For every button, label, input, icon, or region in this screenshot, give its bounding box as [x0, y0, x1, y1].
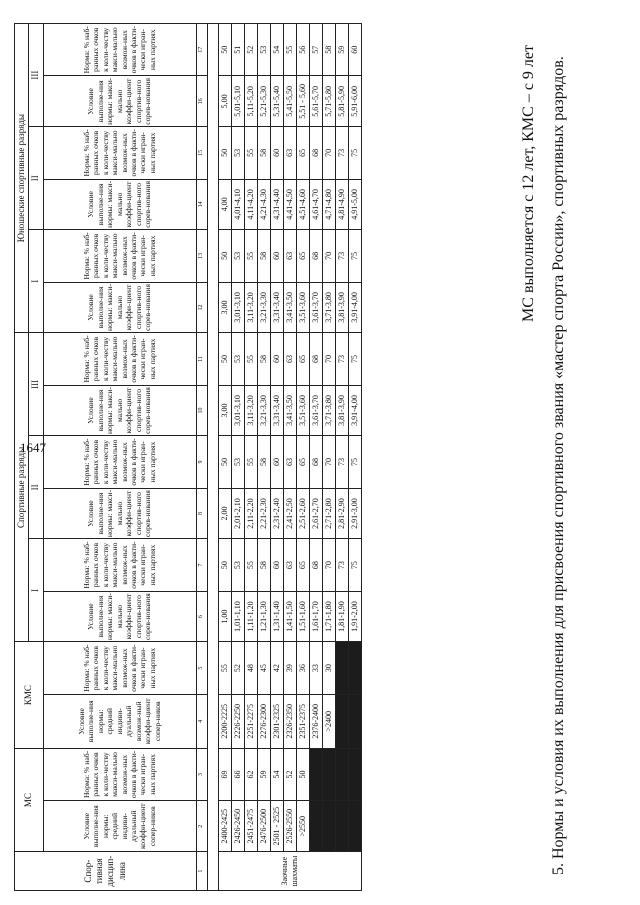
table-cell: 5,01-5,10 — [231, 76, 244, 127]
table-cell: 5,91-6,00 — [348, 76, 361, 127]
condition-header: Условие выполне-ния нормы: макси-мально коэффи-циент спортив-ного сорев-нования — [43, 179, 196, 230]
table-cell: 5,00 — [218, 76, 231, 127]
table-cell: 2276-2300 — [257, 694, 270, 748]
table-cell: 50 — [218, 230, 231, 282]
table-cell: 60 — [270, 539, 283, 591]
table-cell: 58 — [257, 333, 270, 385]
table-cell: 50 — [218, 539, 231, 591]
table-cell: 68 — [309, 230, 322, 282]
table-cell — [335, 694, 348, 748]
table-cell — [309, 801, 322, 852]
table-cell: 58 — [322, 24, 335, 76]
norm-header: Норма: % наб-ранных очков к коли-честву макси-мально возмож-ных очков в факти-чески игран-ных партиях — [43, 230, 196, 282]
table-cell: 3,41-3,50 — [283, 282, 296, 333]
table-cell: 65 — [296, 230, 309, 282]
table-cell: 2,00 — [218, 488, 231, 539]
table-cell: 5,81-5,90 — [335, 76, 348, 127]
table-cell — [348, 642, 361, 694]
table-cell: 68 — [309, 333, 322, 385]
sport-ranks-header: Спортивные разряды — [15, 333, 29, 642]
table-cell: 4,51-4,60 — [296, 179, 309, 230]
table-cell: 50 — [218, 24, 231, 76]
table-cell: 50 — [218, 333, 231, 385]
table-cell: 2,11-2,20 — [244, 488, 257, 539]
table-cell: 33 — [309, 642, 322, 694]
table-cell: 51 — [231, 24, 244, 76]
table-cell: 3,00 — [218, 282, 231, 333]
table-cell: 55 — [244, 436, 257, 488]
table-row — [218, 24, 231, 891]
table-cell — [335, 801, 348, 852]
table-cell: 1,41-1,50 — [283, 591, 296, 642]
table-row — [335, 24, 348, 891]
column-number: 13 — [196, 230, 207, 282]
table-cell — [348, 801, 361, 852]
table-cell: 60 — [348, 24, 361, 76]
table-cell: 58 — [257, 436, 270, 488]
table-cell: 55 — [244, 230, 257, 282]
table-cell: 1,71-1,80 — [322, 591, 335, 642]
column-number: 5 — [196, 642, 207, 694]
table-cell: 2526-2550 — [283, 801, 296, 852]
table-cell: 70 — [322, 436, 335, 488]
table-cell — [322, 801, 335, 852]
section-heading: 5. Нормы и условия их выполнения для присвоения спортивного звания «мастер спорта России», спортивных разрядов. — [550, 56, 567, 875]
table-cell: 4,21-4,30 — [257, 179, 270, 230]
kms-norm-header: Норма: % наб-ранных очков к коли-честву макси-мально возмож-ных очков в факти-чески игран-ных партиях — [43, 642, 196, 694]
column-number: 15 — [196, 127, 207, 179]
table-cell: 2200-2225 — [218, 694, 231, 748]
column-number: 14 — [196, 179, 207, 230]
table-cell: 70 — [322, 127, 335, 179]
table-cell: 1,31-1,40 — [270, 591, 283, 642]
table-row — [283, 24, 296, 891]
table-cell: 52 — [244, 24, 257, 76]
table-cell: 1,21-1,30 — [257, 591, 270, 642]
table-cell: 73 — [335, 127, 348, 179]
table-cell — [335, 642, 348, 694]
rank-numeral: I — [29, 539, 43, 642]
table-cell: 75 — [348, 127, 361, 179]
table-cell: 4,41-4,50 — [283, 179, 296, 230]
table-cell: 55 — [244, 127, 257, 179]
table-cell: 1,91-2,00 — [348, 591, 361, 642]
rank-numeral: I — [29, 230, 43, 333]
spacer-row — [207, 24, 218, 891]
table-cell: 55 — [244, 333, 257, 385]
table-cell: 2226-2250 — [231, 694, 244, 748]
table-cell: >2400 — [322, 694, 335, 748]
table-cell: 2,51-2,60 — [296, 488, 309, 539]
table-cell: 1,01-1,10 — [231, 591, 244, 642]
table-cell: 2326-2350 — [283, 694, 296, 748]
column-number: 7 — [196, 539, 207, 591]
table-row — [270, 24, 283, 891]
table-cell: 62 — [244, 748, 257, 800]
youth-ranks-header: Юношеские спортивные разряды — [15, 24, 29, 333]
table-cell: 2251-2275 — [244, 694, 257, 748]
table-cell — [348, 694, 361, 748]
condition-header: Условие выполне-ния нормы: макси-мально коэффи-циент спортив-ного сорев-нования — [43, 385, 196, 436]
table-row — [257, 24, 270, 891]
column-number: 6 — [196, 591, 207, 642]
column-number: 16 — [196, 76, 207, 127]
rank-numeral: III — [29, 24, 43, 127]
table-cell: 73 — [335, 436, 348, 488]
rank-numeral: III — [29, 333, 43, 436]
table-cell: 4,81-4,90 — [335, 179, 348, 230]
column-number: 9 — [196, 436, 207, 488]
ms-norm-header: Норма: % наб-ранных очков к коли-честву макси-мально возмож-ных очков в факти-чески игран-ных партиях — [43, 748, 196, 800]
table-cell: 36 — [296, 642, 309, 694]
condition-header: Условие выполне-ния нормы: макси-мально коэффи-циент спортив-ного сорев-нования — [43, 76, 196, 127]
table-cell: 5,31-5,40 — [270, 76, 283, 127]
table-cell: 69 — [218, 748, 231, 800]
table-cell: 66 — [231, 748, 244, 800]
table-cell: 3,11-3,20 — [244, 282, 257, 333]
table-cell — [322, 748, 335, 800]
table-cell: 57 — [309, 24, 322, 76]
page-number: 1647 — [20, 440, 46, 455]
condition-header: Условие выполне-ния нормы: макси-мально коэффи-циент спортив-ного сорев-нования — [43, 282, 196, 333]
table-cell: 65 — [296, 333, 309, 385]
table-cell: 53 — [231, 127, 244, 179]
age-note: МС выполняется с 12 лет, КМС – с 9 лет — [520, 45, 537, 322]
table-cell: 3,41-3,50 — [283, 385, 296, 436]
table-cell: 5,21-5,30 — [257, 76, 270, 127]
table-cell: 75 — [348, 333, 361, 385]
table-cell: 53 — [231, 230, 244, 282]
table-cell: 3,11-3,20 — [244, 385, 257, 436]
table-cell: 3,01-3,10 — [231, 282, 244, 333]
table-cell: 5,71-5,80 — [322, 76, 335, 127]
table-cell: 53 — [231, 436, 244, 488]
table-cell: 2,01-2,10 — [231, 488, 244, 539]
table-cell: 4,01-4,10 — [231, 179, 244, 230]
table-cell: 58 — [257, 127, 270, 179]
table-cell: 52 — [283, 748, 296, 800]
norms-table — [14, 23, 362, 891]
table-cell: 4,71-4,80 — [322, 179, 335, 230]
table-cell: 39 — [283, 642, 296, 694]
table-cell: 55 — [218, 642, 231, 694]
table-cell: 68 — [309, 127, 322, 179]
table-cell: 53 — [231, 333, 244, 385]
table-cell: 2351-2375 — [296, 694, 309, 748]
table-cell: 3,81-3,90 — [335, 282, 348, 333]
table-cell: 2,91-3,00 — [348, 488, 361, 539]
table-cell: 1,61-1,70 — [309, 591, 322, 642]
table-cell: 73 — [335, 333, 348, 385]
table-cell: 58 — [257, 230, 270, 282]
table-cell: 60 — [270, 333, 283, 385]
table-cell: 5,41-5,50 — [283, 76, 296, 127]
table-cell: 65 — [296, 436, 309, 488]
table-cell: 60 — [270, 436, 283, 488]
table-cell: 2301-2325 — [270, 694, 283, 748]
table-cell: 3,31-3,40 — [270, 385, 283, 436]
table-cell: 60 — [270, 127, 283, 179]
table-cell: 2,31-2,40 — [270, 488, 283, 539]
table-cell: 5,51 - 5,60 — [296, 76, 309, 127]
table-row — [348, 24, 361, 891]
kms-condition-header: Условие выполне-ния нормы: средний индиви-дуальный возмож-ный коэффи-циент сопер-ников — [43, 694, 196, 748]
table-cell: 3,81-3,90 — [335, 385, 348, 436]
rank-numeral: II — [29, 436, 43, 539]
table-cell: 70 — [322, 333, 335, 385]
table-cell: 73 — [335, 539, 348, 591]
table-cell: 59 — [335, 24, 348, 76]
table-cell: 3,21-3,30 — [257, 282, 270, 333]
table-cell: 5,61-5,70 — [309, 76, 322, 127]
table-cell — [309, 748, 322, 800]
table-cell — [335, 748, 348, 800]
table-cell: 65 — [296, 539, 309, 591]
column-number: 2 — [196, 801, 207, 852]
table-cell: 3,00 — [218, 385, 231, 436]
table-row — [322, 24, 335, 891]
table-cell: 55 — [283, 24, 296, 76]
table-cell: 3,21-3,30 — [257, 385, 270, 436]
column-number: 11 — [196, 333, 207, 385]
norm-header: Норма: % наб-ранных очков к коли-честву макси-мально возмож-ных очков в факти-чески игран-ных партиях — [43, 127, 196, 179]
column-number: 1 — [196, 852, 207, 891]
table-cell: 68 — [309, 436, 322, 488]
table-cell: 4,00 — [218, 179, 231, 230]
table-cell: 1,00 — [218, 591, 231, 642]
table-row — [296, 24, 309, 891]
table-cell: 5,11-5,20 — [244, 76, 257, 127]
table-cell: 3,61-3,70 — [309, 282, 322, 333]
condition-header: Условие выполне-ния нормы: макси-мально коэффи-циент спортив-ного сорев-нования — [43, 591, 196, 642]
table-row — [231, 24, 244, 891]
table-cell: 3,61-3,70 — [309, 385, 322, 436]
table-cell: 50 — [218, 436, 231, 488]
table-cell: 3,71-3,80 — [322, 282, 335, 333]
table-cell: 63 — [283, 539, 296, 591]
table-cell: 45 — [257, 642, 270, 694]
table-cell: 70 — [322, 230, 335, 282]
column-number: 4 — [196, 694, 207, 748]
table-cell: 50 — [218, 127, 231, 179]
table-cell: 60 — [270, 230, 283, 282]
table-cell: 2501 - 2525 — [270, 801, 283, 852]
table-cell: 53 — [231, 539, 244, 591]
table-cell: 1,11-1,20 — [244, 591, 257, 642]
table-cell: 63 — [283, 127, 296, 179]
table-cell: 63 — [283, 230, 296, 282]
norm-header: Норма: % наб-ранных очков к коли-честву макси-мально возмож-ных очков в факти-чески игран-ных партиях — [43, 539, 196, 591]
table-cell: 65 — [296, 127, 309, 179]
rank-numeral: II — [29, 127, 43, 230]
table-cell: 4,61-4,70 — [309, 179, 322, 230]
table-cell: 2451-2475 — [244, 801, 257, 852]
table-cell: 56 — [296, 24, 309, 76]
table-cell: 2426-2450 — [231, 801, 244, 852]
table-cell: 54 — [270, 748, 283, 800]
table-cell: 63 — [283, 333, 296, 385]
table-cell: 75 — [348, 539, 361, 591]
table-cell: 3,71-3,80 — [322, 385, 335, 436]
table-cell: 2376-2400 — [309, 694, 322, 748]
table-cell: 59 — [257, 748, 270, 800]
norm-header: Норма: % наб-ранных очков к коли-честву макси-мально возмож-ных очков в факти-чески игран-ных партиях — [43, 333, 196, 385]
table-cell: 75 — [348, 436, 361, 488]
table-cell: 2,71-2,80 — [322, 488, 335, 539]
table-cell: 2,61-2,70 — [309, 488, 322, 539]
column-number: 10 — [196, 385, 207, 436]
table-cell: 3,51-3,60 — [296, 385, 309, 436]
table-cell: 3,01-3,10 — [231, 385, 244, 436]
table-cell: 55 — [244, 539, 257, 591]
norm-header: Норма: % наб-ранных очков к коли-честву макси-мально возмож-ных очков в факти-чески игран-ных партиях — [43, 24, 196, 76]
table-cell: 1,51-1,60 — [296, 591, 309, 642]
table-cell: 42 — [270, 642, 283, 694]
condition-header: Условие выполне-ния нормы: макси-мально коэффи-циент спортив-ного сорев-нования — [43, 488, 196, 539]
table-cell: 2,41-2,50 — [283, 488, 296, 539]
table-cell: 30 — [322, 642, 335, 694]
column-number: 8 — [196, 488, 207, 539]
column-number: 17 — [196, 24, 207, 76]
discipline-header: Спор-тивная дисцип-лина — [15, 852, 197, 891]
ms-condition-header: Условие выполне-ния нормы: средний индиви-дуальный коэффи-циент сопер-ников — [43, 801, 196, 852]
table-cell: 4,31-4,40 — [270, 179, 283, 230]
ms-group-header: МС — [15, 748, 44, 851]
table-cell: 4,11-4,20 — [244, 179, 257, 230]
table-row — [309, 24, 322, 891]
table-cell: 3,51-3,60 — [296, 282, 309, 333]
table-cell: 75 — [348, 230, 361, 282]
table-cell: 50 — [296, 748, 309, 800]
table-cell: 73 — [335, 230, 348, 282]
table-cell: 2,21-2,30 — [257, 488, 270, 539]
column-number: 3 — [196, 748, 207, 800]
norm-header: Норма: % наб-ранных очков к коли-честву макси-мально возмож-ных очков в факти-чески игран-ных партиях — [43, 436, 196, 488]
kms-group-header: КМС — [15, 642, 44, 748]
table-row — [244, 24, 257, 891]
table-cell: 3,31-3,40 — [270, 282, 283, 333]
table-cell — [348, 748, 361, 800]
table-cell: 53 — [257, 24, 270, 76]
column-number: 12 — [196, 282, 207, 333]
table-cell: 63 — [283, 436, 296, 488]
table-cell: 52 — [231, 642, 244, 694]
table-cell: 1,81-1,90 — [335, 591, 348, 642]
table-cell: 4,91-5,00 — [348, 179, 361, 230]
table-cell: 2,81-2,90 — [335, 488, 348, 539]
table-cell: 54 — [270, 24, 283, 76]
table-cell: 48 — [244, 642, 257, 694]
table-cell: 3,91-4,00 — [348, 282, 361, 333]
table-cell: 2400-2425 — [218, 801, 231, 852]
table-cell: 3,91-4,00 — [348, 385, 361, 436]
table-cell: 70 — [322, 539, 335, 591]
discipline-cell: Заочные шахматы — [218, 852, 361, 891]
table-cell: 58 — [257, 539, 270, 591]
table-cell: 2476-2500 — [257, 801, 270, 852]
table-cell: 68 — [309, 539, 322, 591]
table-cell: >2550 — [296, 801, 309, 852]
